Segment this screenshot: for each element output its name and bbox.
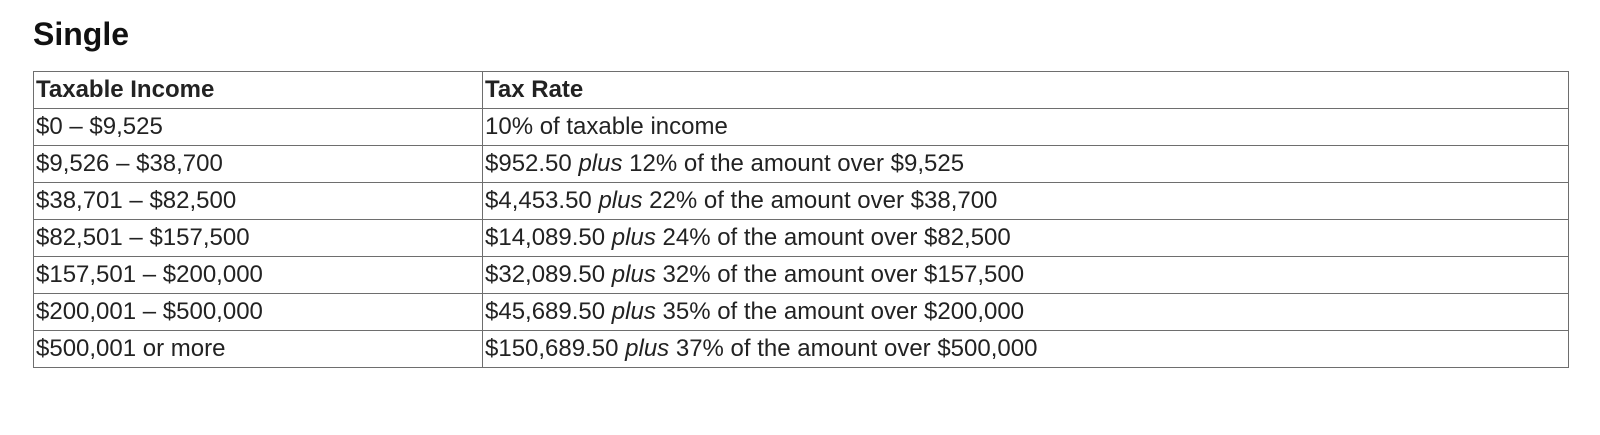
tax-rate-cell — [483, 183, 1569, 220]
column-header-taxable-income: Taxable Income — [34, 72, 483, 109]
tax-rate-cell — [483, 220, 1569, 257]
tax-rate-plus: plus — [611, 224, 656, 251]
tax-rate-base: $150,689.50 — [485, 335, 619, 362]
tax-rate-base: 10% of taxable income — [485, 113, 728, 140]
tax-rate-base: $14,089.50 — [485, 224, 606, 251]
tax-bracket-table — [33, 71, 1569, 368]
tax-rate-cell — [483, 109, 1569, 146]
tax-rate-base: $45,689.50 — [485, 298, 606, 325]
taxable-income-cell: $82,501 – $157,500 — [34, 220, 483, 257]
tax-rate-cell — [483, 146, 1569, 183]
tax-rate-base: $952.50 — [485, 150, 572, 177]
tax-rate-rest: 24% of the amount over $82,500 — [662, 224, 1011, 251]
tax-rate-plus: plus — [578, 150, 623, 177]
tax-rate-rest: 35% of the amount over $200,000 — [662, 298, 1025, 325]
tax-rate-plus: plus — [611, 261, 656, 288]
tax-rate-plus: plus — [625, 335, 670, 362]
tax-rate-cell — [483, 294, 1569, 331]
tax-rate-rest: 22% of the amount over $38,700 — [649, 187, 998, 214]
taxable-income-cell: $0 – $9,525 — [34, 109, 483, 146]
table-row — [34, 294, 1569, 331]
taxable-income-cell: $200,001 – $500,000 — [34, 294, 483, 331]
table-row — [34, 220, 1569, 257]
table-row — [34, 109, 1569, 146]
tax-rate-rest: 37% of the amount over $500,000 — [675, 335, 1038, 362]
column-header-tax-rate: Tax Rate — [483, 72, 1569, 109]
tax-rate-plus: plus — [611, 298, 656, 325]
taxable-income-cell: $9,526 – $38,700 — [34, 146, 483, 183]
tax-rate-rest: 32% of the amount over $157,500 — [662, 261, 1025, 288]
tax-rate-cell — [483, 331, 1569, 368]
tax-rate-plus: plus — [598, 187, 643, 214]
table-row — [34, 146, 1569, 183]
table-row — [34, 257, 1569, 294]
tax-rate-cell — [483, 257, 1569, 294]
table-row — [34, 331, 1569, 368]
table-header-row — [34, 72, 1569, 109]
tax-rate-rest: 12% of the amount over $9,525 — [629, 150, 965, 177]
tax-rate-base: $32,089.50 — [485, 261, 606, 288]
taxable-income-cell: $157,501 – $200,000 — [34, 257, 483, 294]
table-row — [34, 183, 1569, 220]
taxable-income-cell: $500,001 or more — [34, 331, 483, 368]
taxable-income-cell: $38,701 – $82,500 — [34, 183, 483, 220]
tax-rate-base: $4,453.50 — [485, 187, 592, 214]
page-title: Single — [33, 16, 130, 52]
